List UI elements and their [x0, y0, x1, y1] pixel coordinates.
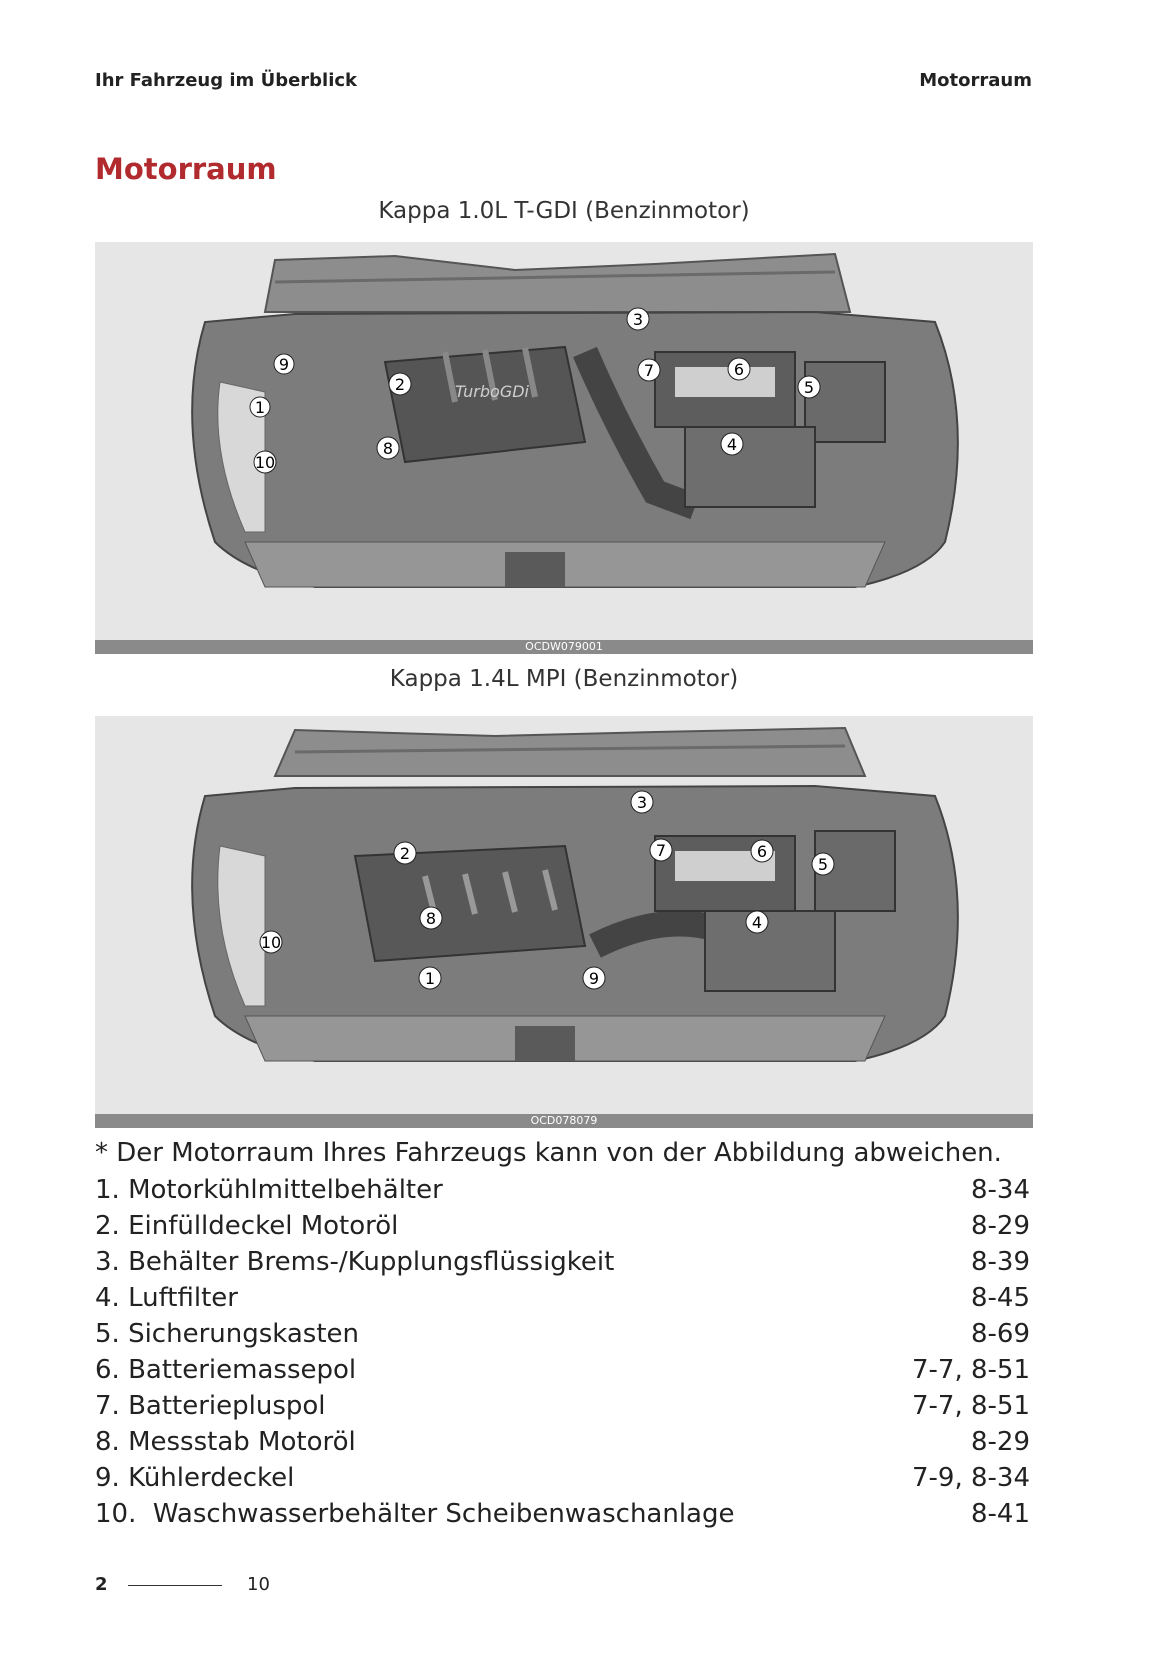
item-page-ref: 8-29 — [970, 1427, 1030, 1457]
item-label: 10. Waschwasserbehälter Scheibenwaschanlage — [95, 1499, 735, 1529]
callout-5: 5 — [817, 855, 829, 874]
figure-1-engine-bay — [95, 242, 1033, 654]
callout-9: 9 — [278, 355, 290, 374]
list-item — [95, 1280, 1030, 1316]
item-page-ref: 8-29 — [970, 1211, 1030, 1241]
callout-10: 10 — [260, 933, 282, 952]
callout-5: 5 — [803, 378, 815, 397]
callout-10: 10 — [254, 453, 276, 472]
list-item — [95, 1208, 1030, 1244]
list-item — [95, 1424, 1030, 1460]
callout-7: 7 — [655, 841, 667, 860]
list-item — [95, 1460, 1030, 1496]
engine-bay-illustration-1 — [95, 242, 1033, 654]
item-page-ref: 8-34 — [970, 1175, 1030, 1205]
list-item — [95, 1388, 1030, 1424]
note-text: * Der Motorraum Ihres Fahrzeugs kann von der Abbildung abweichen. — [95, 1138, 1002, 1168]
callout-9: 9 — [588, 969, 600, 988]
page-number: 2 — [95, 1574, 108, 1595]
figure-1-code: OCDW079001 — [95, 640, 1033, 654]
item-page-ref: 8-45 — [970, 1283, 1030, 1313]
figure-2-code: OCD078079 — [95, 1114, 1033, 1128]
item-page-ref: 7-7, 8-51 — [911, 1355, 1030, 1385]
item-label: 2. Einfülldeckel Motoröl — [95, 1211, 399, 1241]
item-page-ref: 8-39 — [970, 1247, 1030, 1277]
chapter-number: 10 — [247, 1574, 270, 1595]
item-label: 1. Motorkühlmittelbehälter — [95, 1175, 443, 1205]
item-label: 3. Behälter Brems-/Kupplungsflüssigkeit — [95, 1247, 615, 1277]
section-title: Motorraum — [95, 152, 277, 186]
item-label: 8. Messstab Motoröl — [95, 1427, 356, 1457]
item-label: 7. Batteriepluspol — [95, 1391, 326, 1421]
callout-3: 3 — [636, 793, 648, 812]
callout-6: 6 — [756, 842, 768, 861]
item-page-ref: 7-7, 8-51 — [911, 1391, 1030, 1421]
callout-8: 8 — [425, 909, 437, 928]
engine-cover-label: TurboGDi — [455, 382, 529, 401]
list-item — [95, 1352, 1030, 1388]
figure-1-caption: Kappa 1.0L T-GDI (Benzinmotor) — [378, 198, 750, 224]
figure-2-caption: Kappa 1.4L MPI (Benzinmotor) — [389, 666, 739, 692]
item-page-ref: 8-41 — [970, 1499, 1030, 1529]
callout-3: 3 — [632, 310, 644, 329]
item-label: 4. Luftfilter — [95, 1283, 238, 1313]
component-list — [95, 1172, 1030, 1532]
item-label: 9. Kühlerdeckel — [95, 1463, 295, 1493]
engine-bay-illustration-2 — [95, 716, 1033, 1128]
list-item — [95, 1172, 1030, 1208]
footer-divider — [128, 1585, 222, 1586]
list-item — [95, 1496, 1030, 1532]
item-page-ref: 7-9, 8-34 — [911, 1463, 1030, 1493]
callout-7: 7 — [643, 361, 655, 380]
callout-2: 2 — [399, 844, 411, 863]
figure-2-engine-bay — [95, 716, 1033, 1128]
callout-1: 1 — [254, 398, 266, 417]
item-label: 6. Batteriemassepol — [95, 1355, 357, 1385]
callout-2: 2 — [394, 375, 406, 394]
item-page-ref: 8-69 — [970, 1319, 1030, 1349]
callout-8: 8 — [382, 439, 394, 458]
list-item — [95, 1316, 1030, 1352]
running-header-left: Ihr Fahrzeug im Überblick — [95, 70, 358, 91]
item-label: 5. Sicherungskasten — [95, 1319, 360, 1349]
callout-6: 6 — [733, 360, 745, 379]
callout-4: 4 — [751, 913, 763, 932]
callout-1: 1 — [424, 969, 436, 988]
running-header-right: Motorraum — [919, 70, 1032, 91]
list-item — [95, 1244, 1030, 1280]
callout-4: 4 — [726, 435, 738, 454]
